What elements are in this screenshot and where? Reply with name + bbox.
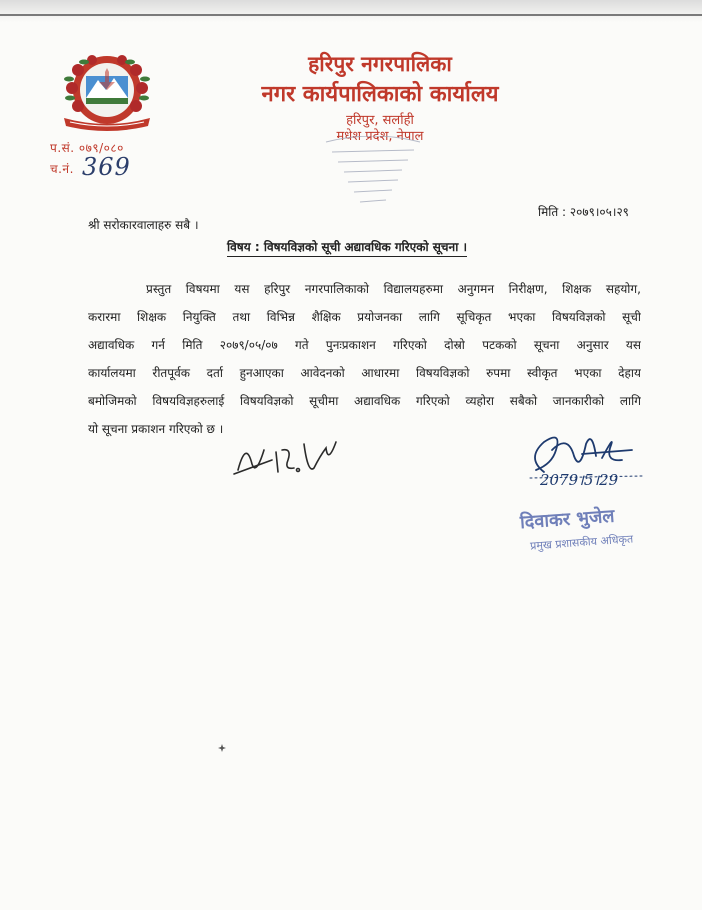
addressee: श्री सरोकारवालाहरु सबै । (88, 218, 199, 232)
scan-top-line (0, 14, 702, 16)
municipality-name: हरिपुर नगरपालिका (308, 52, 452, 76)
body-line: बमोजिमको विषयविज्ञहरुलाई विषयविज्ञको सूचीमा अद्यावधिक गरिएको व्यहोरा सबैको जानकारीको लागि (88, 394, 641, 408)
dispatch-number-label: च.नं. (50, 162, 74, 176)
fiscal-year-reference: प.सं. ०७९/०८० (50, 141, 124, 155)
notice-body (88, 275, 641, 443)
notice-date: मिति : २०७९।०५।२९ (538, 205, 629, 219)
scan-speck (218, 744, 226, 752)
scan-top-edge (0, 0, 702, 22)
body-line: यो सूचना प्रकाशन गरिएको छ । (88, 422, 224, 436)
office-address: हरिपुर, सर्लाही (346, 113, 414, 128)
nepal-emblem-icon (58, 52, 156, 134)
dispatch-number-handwritten: 369 (82, 153, 131, 181)
body-line: कार्यालयमा रीतपूर्वक दर्ता हुनआएका आवेदनको आधारमा विषयविज्ञको रुपमा स्वीकृत भएका देहाय (88, 366, 641, 380)
signatory-name-stamp: दिवाकर भुजेल (519, 505, 616, 534)
initials-signature (232, 430, 342, 486)
body-line: करारमा शिक्षक नियुक्ति तथा विभिन्न शैक्षिक प्रयोजनका लागि सूचिकृत भएका विषयविज्ञको सूची (88, 310, 641, 324)
body-line: प्रस्तुत विषयमा यस हरिपुर नगरपालिकाको विद्यालयहरुमा अनुगमन निरीक्षण, शिक्षक सहयोग, (146, 282, 641, 296)
office-seal-stamp (318, 136, 428, 210)
office-name: नगर कार्यपालिकाको कार्यालय (261, 82, 499, 107)
body-line: अद्यावधिक गर्न मिति २०७९/०५/०७ गते पुनःप्रकाशन गरिएको दोस्रो पटकको सूचना अनुसार यस (88, 338, 641, 352)
notice-subject: विषय : विषयविज्ञको सूची अद्यावधिक गरिएको सूचना । (227, 238, 467, 257)
signatory-title-stamp: प्रमुख प्रशासकीय अधिकृत (529, 532, 634, 553)
office-province: मधेश प्रदेश, नेपाल (336, 129, 424, 144)
signature-date: 2079।5।29 (540, 471, 619, 489)
